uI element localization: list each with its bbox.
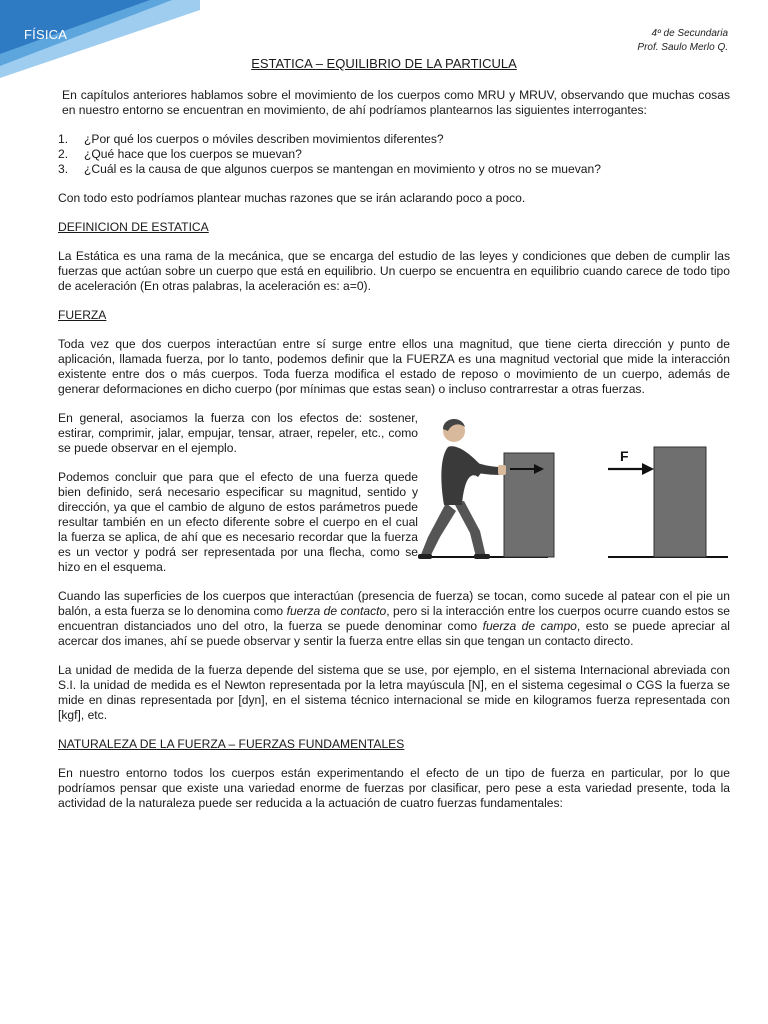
teacher-label: Prof. Saulo Merlo Q. bbox=[637, 42, 728, 53]
fuerza-example-text bbox=[58, 411, 418, 589]
list-number: 2. bbox=[58, 147, 69, 161]
fuerza-paragraph-5: La unidad de medida de la fuerza depende del sistema que se use, por ejemplo, en el sistema Internacional abreviada con S.I. la unidad de medida es el Newton representada por la letra mayúscula [N], en el sistema cegesimal o CGS la fuerza se mide en dinas representada por [dyn], en el sistema técnico internacional se mide en kilogramos fuerza representada con [kgf], etc. bbox=[58, 663, 730, 722]
static-box bbox=[654, 447, 706, 557]
section-heading-fuerza: FUERZA bbox=[58, 308, 107, 322]
contact-force-text-a: Cuando las superficies de los cuerpos que interactúan (presencia de fuerza) se tocan, como sucede al patear con el pie un balón, a esta fuerza se lo denomina como bbox=[58, 589, 730, 618]
section-heading-naturaleza: NATURALEZA DE LA FUERZA – FUERZAS FUNDAMENTALES bbox=[58, 737, 405, 751]
fuerza-paragraph-4 bbox=[58, 589, 730, 649]
list-item bbox=[58, 162, 730, 177]
contact-force-text-b: , pero si la interacción entre los cuerpos ocurre cuando estos se encuentran distanciados uno del otro, la fuerza se puede denominar como bbox=[58, 604, 730, 633]
header-info bbox=[637, 27, 728, 55]
naturaleza-paragraph: En nuestro entorno todos los cuerpos están experimentando el efecto de un tipo de fuerza en particular, por lo que podríamos pensar que existe una variedad enorme de fuerzas por clasificar, pero pese a esta variedad presente, toda la actividad de la naturaleza puede ser reducida a la actuación de cuatro fuerzas fundamentales: bbox=[58, 766, 730, 810]
contact-force-text-c: , esto se puede apreciar al acercar dos imanes, ahí se puede observar y sentir la fuerza entre ellas sin que tengan un contacto directo. bbox=[58, 619, 730, 648]
estatica-paragraph: La Estática es una rama de la mecánica, que se encarga del estudio de las leyes y condiciones que deben de cumplir las fuerzas que actúan sobre un cuerpo que está en equilibrio. Un cuerpo se encuentra en equilibrio cuando carece de todo tipo de aceleración (En otras palabras, la aceleración es: a=0). bbox=[58, 249, 730, 293]
document-body bbox=[58, 88, 730, 825]
subject-label: FÍSICA bbox=[24, 27, 68, 42]
list-text: ¿Qué hace que los cuerpos se muevan? bbox=[84, 147, 302, 161]
force-diagram-svg bbox=[418, 411, 730, 581]
fuerza-paragraph-1: Toda vez que dos cuerpos interactúan entre sí surge entre ellos una magnitud, que tiene cierta dirección y punto de aplicación, llamada fuerza, por lo tanto, podemos definir que la FUERZA es una magnitud vectorial que mide la interacción existente entre dos o más cuerpos. Toda fuerza modifica el estado de reposo o movimiento de un cuerpo, además de generar deformaciones en dicho cuerpo (por mínimas que estas sean) o incluso contrarrestar a otras fuerzas. bbox=[58, 337, 730, 396]
list-text: ¿Cuál es la causa de que algunos cuerpos se mantengan en movimiento y otros no se muevan? bbox=[84, 162, 601, 176]
list-item bbox=[58, 147, 730, 162]
list-text: ¿Por qué los cuerpos o móviles describen movimientos diferentes? bbox=[84, 132, 444, 146]
fuerza-paragraph-2: En general, asociamos la fuerza con los efectos de: sostener, estirar, comprimir, jalar, empujar, tensar, atraer, repeler, etc., como se puede observar en el ejemplo. bbox=[58, 411, 418, 455]
questions-list bbox=[58, 132, 730, 177]
list-number: 3. bbox=[58, 162, 69, 176]
force-label: F bbox=[620, 448, 629, 464]
force-diagram bbox=[418, 411, 730, 581]
field-force-term: fuerza de campo bbox=[482, 619, 577, 633]
grade-label: 4º de Secundaria bbox=[651, 28, 728, 39]
list-item bbox=[58, 132, 730, 147]
page-title: ESTATICA – EQUILIBRIO DE LA PARTICULA bbox=[251, 56, 517, 71]
person-pushing-icon bbox=[418, 419, 506, 559]
section-heading-estatica: DEFINICION DE ESTATICA bbox=[58, 220, 209, 234]
list-number: 1. bbox=[58, 132, 69, 146]
contact-force-term: fuerza de contacto bbox=[286, 604, 387, 618]
conclusion-paragraph: Con todo esto podríamos plantear muchas razones que se irán aclarando poco a poco. bbox=[58, 191, 526, 205]
fuerza-paragraph-3: Podemos concluir que para que el efecto de una fuerza quede bien definido, será necesario especificar su magnitud, sentido y dirección, ya que el cambio de alguno de estos parámetros puede resultar también en un efecto diferente sobre el cuerpo en el cual la fuerza se aplica, de ahí que es necesario recordar que la fuerza es un vector y podrá ser representada por una flecha, como se hizo en el esquema. bbox=[58, 470, 418, 574]
intro-paragraph: En capítulos anteriores hablamos sobre el movimiento de los cuerpos como MRU y MRUV, observando que muchas cosas en nuestro entorno se encuentran en movimiento, de ahí podríamos plantearnos las siguientes interrogantes: bbox=[62, 88, 730, 117]
fuerza-example-block bbox=[58, 411, 730, 589]
